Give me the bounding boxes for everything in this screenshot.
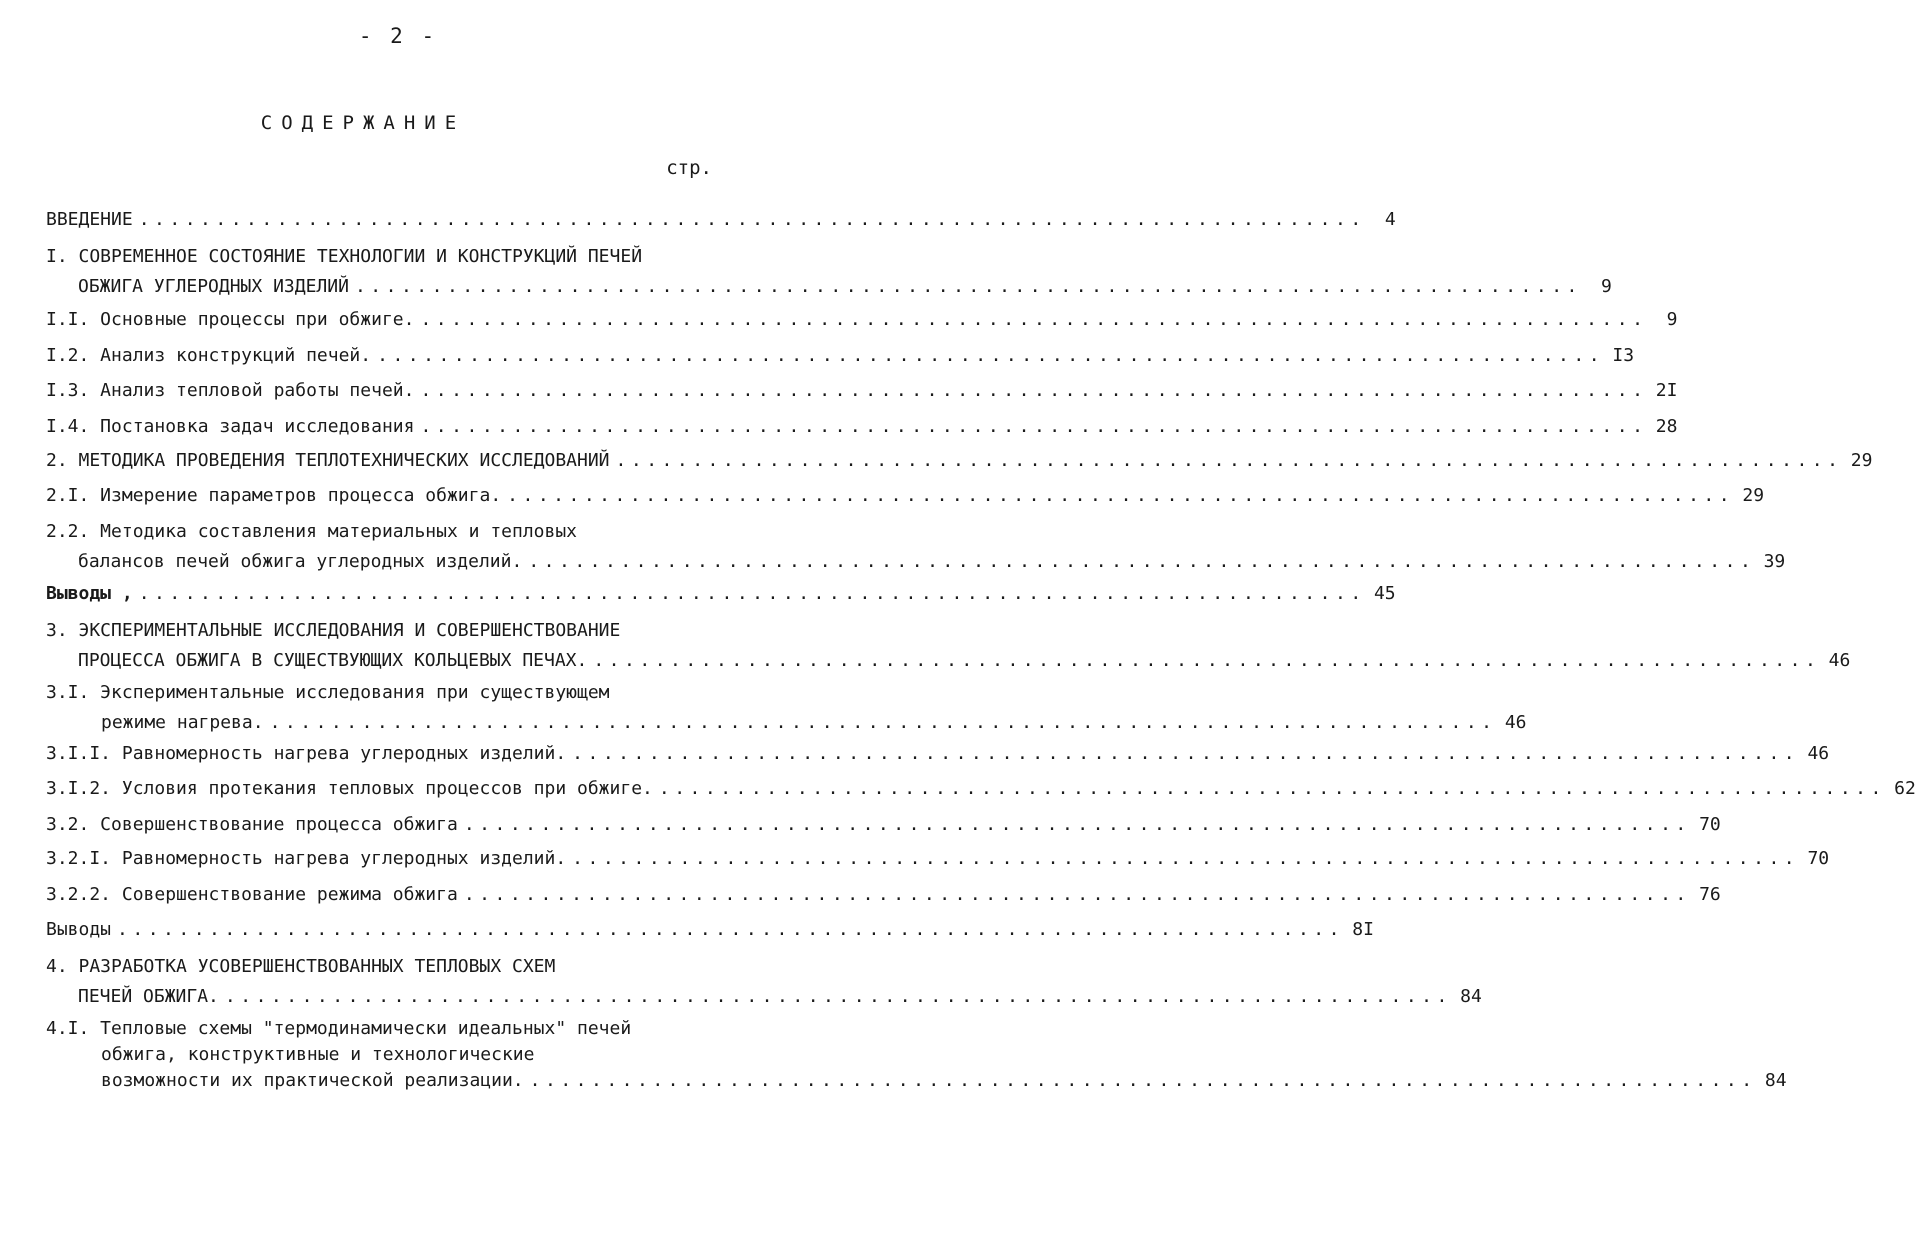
leader-dots: ................................................................................ bbox=[593, 650, 1821, 671]
toc-entry-title: I.3. Анализ тепловой работы печей. bbox=[46, 380, 415, 401]
page-number: - 2 - bbox=[358, 24, 438, 48]
toc-entry bbox=[46, 737, 1830, 767]
toc-entry bbox=[46, 614, 1851, 674]
toc-entry bbox=[46, 772, 1916, 802]
toc-entry-page: I3 bbox=[1612, 345, 1635, 366]
toc-entry-page: 45 bbox=[1373, 583, 1396, 604]
toc-entry-page: 4 bbox=[1384, 209, 1396, 230]
toc-entry-page: 84 bbox=[1764, 1070, 1787, 1091]
toc-entry-title-continuation: обжига, конструктивные и технологические bbox=[101, 1044, 535, 1065]
toc-entry-title: 3.2. Совершенствование процесса обжига bbox=[46, 814, 458, 835]
leader-dots: ................................................................................ bbox=[529, 1070, 1757, 1091]
toc-entry-title: I.4. Постановка задач исследования bbox=[46, 416, 415, 437]
leader-dots: ................................................................................ bbox=[138, 583, 1366, 604]
toc-entry-page: 76 bbox=[1699, 884, 1721, 905]
toc-entry-title: 3.2.2. Совершенствование режима обжига bbox=[46, 884, 458, 905]
toc-entry-page: 28 bbox=[1655, 416, 1678, 437]
toc-entry-page: 70 bbox=[1699, 814, 1721, 835]
page-column-label: стр. bbox=[666, 157, 712, 179]
leader-dots: ................................................................................ bbox=[377, 345, 1605, 366]
toc-entry bbox=[46, 1012, 1787, 1094]
toc-entry-title: I.I. Основные процессы при обжиге. bbox=[46, 309, 415, 330]
toc-entry-title: I.2. Анализ конструкций печей. bbox=[46, 345, 372, 366]
toc-entry-title: 3.I.I. Равномерность нагрева углеродных изделий. bbox=[46, 743, 567, 764]
toc-entry bbox=[46, 339, 1635, 369]
toc-entry-page: 8I bbox=[1352, 919, 1374, 940]
toc-entry bbox=[46, 913, 1374, 943]
toc-entry-title: 4. РАЗРАБОТКА УСОВЕРШЕНСТВОВАННЫХ ТЕПЛОВЫХ СХЕМ bbox=[46, 956, 556, 977]
toc-entry-page: 84 bbox=[1460, 986, 1482, 1007]
toc-entry-title: Выводы , bbox=[46, 583, 133, 604]
toc-entry-page: 62 bbox=[1894, 778, 1916, 799]
toc-entry bbox=[46, 676, 1527, 736]
leader-dots: ................................................................................ bbox=[528, 551, 1756, 572]
toc-entry-page: 9 bbox=[1601, 276, 1612, 297]
leader-dots: ................................................................................ bbox=[354, 276, 1582, 297]
toc-entry-title: Выводы bbox=[46, 919, 112, 940]
toc-entry-title: 2.2. Методика составления материальных и тепловых bbox=[46, 521, 578, 542]
toc-entry bbox=[46, 303, 1678, 333]
leader-dots: ................................................................................ bbox=[224, 986, 1452, 1007]
toc-entry-title: 3.2.I. Равномерность нагрева углеродных изделий. bbox=[46, 848, 567, 869]
toc-entry-title-continuation: ПЕЧЕЙ ОБЖИГА. bbox=[78, 986, 219, 1007]
leader-dots: ................................................................................ bbox=[572, 743, 1800, 764]
toc-entry-title: 3. ЭКСПЕРИМЕНТАЛЬНЫЕ ИССЛЕДОВАНИЯ И СОВЕРШЕНСТВОВАНИЕ bbox=[46, 620, 621, 641]
toc-entry-page: 46 bbox=[1828, 650, 1851, 671]
leader-dots: ................................................................................ bbox=[138, 209, 1366, 230]
toc-entry-title: 2. МЕТОДИКА ПРОВЕДЕНИЯ ТЕПЛОТЕХНИЧЕСКИХ ИССЛЕДОВАНИЙ bbox=[46, 450, 610, 471]
leader-dots: ................................................................................ bbox=[420, 416, 1648, 437]
toc-entry bbox=[46, 374, 1678, 404]
leader-dots: ................................................................................ bbox=[572, 848, 1800, 869]
toc-entry bbox=[46, 515, 1786, 575]
leader-dots: ................................................................................ bbox=[658, 778, 1886, 799]
toc-entry-page: 29 bbox=[1742, 485, 1765, 506]
leader-dots: ................................................................................ bbox=[463, 814, 1691, 835]
toc-entry bbox=[46, 950, 1482, 1010]
toc-entry-page: 9 bbox=[1666, 309, 1678, 330]
toc-entry-title-continuation: возможности их практической реализации. bbox=[101, 1070, 524, 1091]
leader-dots: ................................................................................ bbox=[269, 712, 1497, 733]
toc-entry-title: 4.I. Тепловые схемы "термодинамически идеальных" печей bbox=[46, 1018, 632, 1039]
toc-entry-title: ВВЕДЕНИЕ bbox=[46, 209, 133, 230]
toc-entry-page: 39 bbox=[1763, 551, 1786, 572]
toc-entry bbox=[46, 878, 1721, 908]
toc-entry bbox=[46, 479, 1765, 509]
leader-dots: ................................................................................ bbox=[117, 919, 1344, 940]
toc-entry bbox=[46, 842, 1830, 872]
toc-entry-page: 29 bbox=[1850, 450, 1873, 471]
toc-entry-title: 2.I. Измерение параметров процесса обжига. bbox=[46, 485, 502, 506]
leader-dots: ................................................................................ bbox=[463, 884, 1691, 905]
toc-entry-title-continuation: ОБЖИГА УГЛЕРОДНЫХ ИЗДЕЛИЙ bbox=[78, 276, 349, 297]
toc-entry bbox=[46, 240, 1612, 300]
toc-entry bbox=[46, 577, 1396, 607]
toc-entry-title-continuation: ПРОЦЕССА ОБЖИГА В СУЩЕСТВУЮЩИХ КОЛЬЦЕВЫХ ПЕЧАХ. bbox=[78, 650, 588, 671]
toc-entry-page: 70 bbox=[1807, 848, 1830, 869]
page-title: СОДЕРЖАНИЕ bbox=[260, 112, 466, 134]
leader-dots: ................................................................................ bbox=[507, 485, 1735, 506]
toc-entry-title: 3.I. Экспериментальные исследования при существующем bbox=[46, 682, 610, 703]
toc-entry-title-continuation: режиме нагрева. bbox=[101, 712, 264, 733]
toc-entry-page: 2I bbox=[1655, 380, 1678, 401]
toc-entry-title: I. СОВРЕМЕННОЕ СОСТОЯНИЕ ТЕХНОЛОГИИ И КОНСТРУКЦИЙ ПЕЧЕЙ bbox=[46, 246, 643, 267]
toc-entry bbox=[46, 808, 1721, 838]
toc-entry-title: 3.I.2. Условия протекания тепловых процессов при обжиге. bbox=[46, 778, 653, 799]
toc-entry bbox=[46, 444, 1873, 474]
leader-dots: ................................................................................ bbox=[615, 450, 1843, 471]
toc-entry-title-continuation: балансов печей обжига углеродных изделий. bbox=[78, 551, 523, 572]
toc-entry bbox=[46, 203, 1396, 233]
toc-entry-page: 46 bbox=[1504, 712, 1527, 733]
toc-entry-page: 46 bbox=[1807, 743, 1830, 764]
toc-entry bbox=[46, 410, 1678, 440]
leader-dots: ................................................................................ bbox=[420, 309, 1648, 330]
leader-dots: ................................................................................ bbox=[420, 380, 1648, 401]
